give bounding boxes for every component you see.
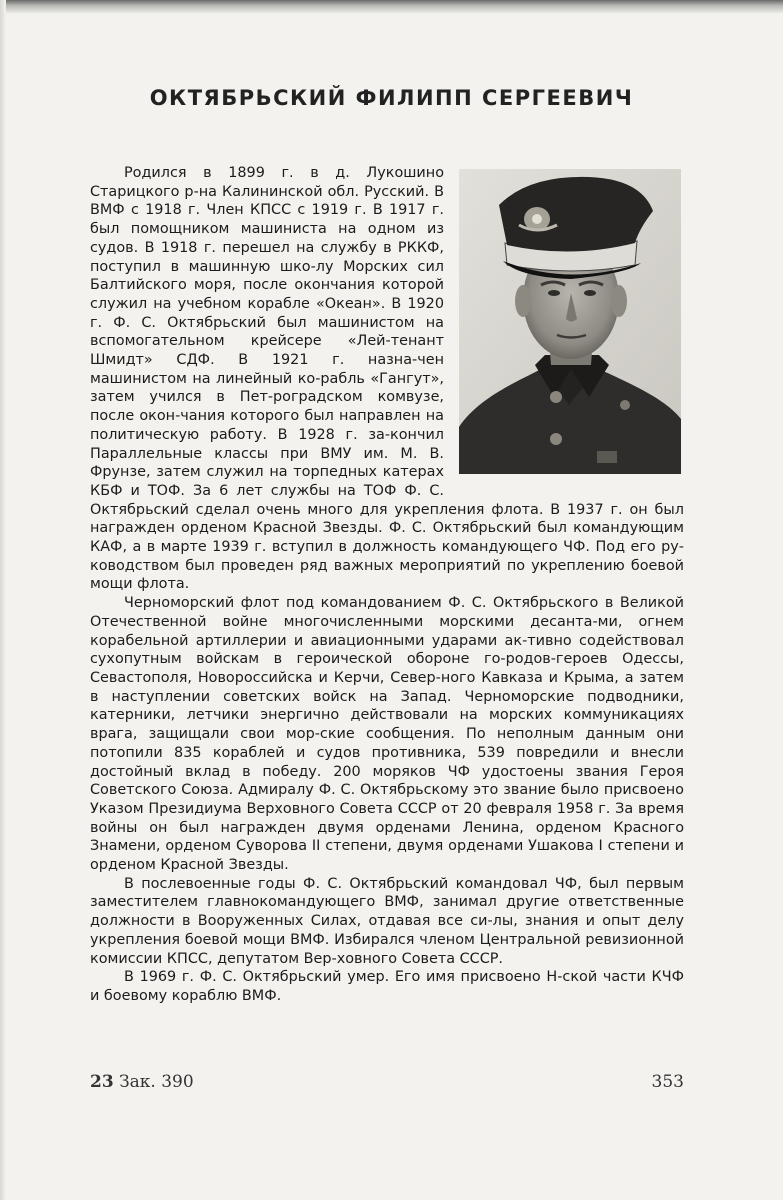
page-title: ОКТЯБРЬСКИЙ ФИЛИПП СЕРГЕЕВИЧ: [149, 86, 634, 110]
page-number: 353: [651, 1072, 684, 1092]
scan-left-edge: [0, 0, 6, 1200]
paragraph-death: В 1969 г. Ф. С. Октябрьский умер. Его имя присвоено Н-ской части КЧФ и боевому кораблю ВМФ.: [90, 969, 684, 1004]
scan-top-edge: [0, 0, 783, 14]
paragraph-biography: Родился в 1899 г. в д. Лукошино Старицкого р-на Калининской обл. Русский. В ВМФ с 1918 г. Член КПСС с 1919 г. В 1917 г. был помощником машиниста на одном из судов. В 1918 г. перешел на службу в РККФ, поступил в машинную шко-лу Морских сил Балтийского моря, после окончания которой служил на учебном корабле «Океан». В 1920 г. Ф. С. Октябрьский был машинистом на вспомогательном крейсере «Лей-тенант Шмидт» СДФ. В 1921 г. назна-чен машинистом на линейный ко-рабль «Гангут», затем учился в Пет-роградском комвузе, после окон-чания которого был направлен на политическую работу. В 1928 г. за-кончил Параллельные классы при ВМУ им. М. В. Фрунзе, затем служил на торпедных катерах КБФ и ТОФ. За 6 лет службы на ТОФ Ф. С. Октябрьский сделал очень много для укрепления флота. В 1937 г. он был награжден орденом Красной Звезды. Ф. С. Октябрьский был командующим КАФ, а в марте 1939 г. вступил в должность командующего ЧФ. Под его ру-ководством был проведен ряд важных мероприятий по укреплению боевой мощи флота.: [90, 165, 684, 593]
portrait-space: [444, 162, 684, 498]
paragraph-postwar: В послевоенные годы Ф. С. Октябрьский командовал ЧФ, был первым заместителем главнокомандующего ВМФ, занимал другие ответственные должности в Вооруженных Силах, отдавая все си-лы, знания и опыт делу укрепления боевой мощи ВМФ. Избирался членом Центральной ревизионной комиссии КПСС, депутатом Вер-ховного Совета СССР.: [90, 875, 684, 967]
article-body: [90, 164, 684, 1006]
signature-number: 23: [90, 1072, 114, 1092]
printer-signature: [90, 1072, 194, 1092]
signature-text: Зак. 390: [119, 1072, 194, 1092]
paragraph-war: Черноморский флот под командованием Ф. С. Октябрьского в Великой Отечественной войне многочисленными морскими десанта-ми, огнем корабельной артиллерии и авиационными ударами ак-тивно содействовал сухопутным войскам в героической обороне го-родов-героев Одессы, Севастополя, Новороссийска и Керчи, Север-ного Кавказа и Крыма, а затем в наступлении советских войск на Запад. Черноморские подводники, катерники, летчики энергично действовали на морских коммуникациях врага, защищали свои мор-ские сообщения. По неполным данным они потопили 835 кораблей и судов противника, 539 повредили и внесли достойный вклад в победу. 200 моряков ЧФ удостоены звания Героя Советского Союза. Адмиралу Ф. С. Октябрьскому это звание было присвоено Указом Президиума Верховного Совета СССР от 20 февраля 1958 г. За время войны он был награжден двумя орденами Ленина, орденом Красного Знамени, орденом Суворова II степени, двумя орденами Ушакова I степени и орденом Красной Звезды.: [90, 595, 684, 874]
